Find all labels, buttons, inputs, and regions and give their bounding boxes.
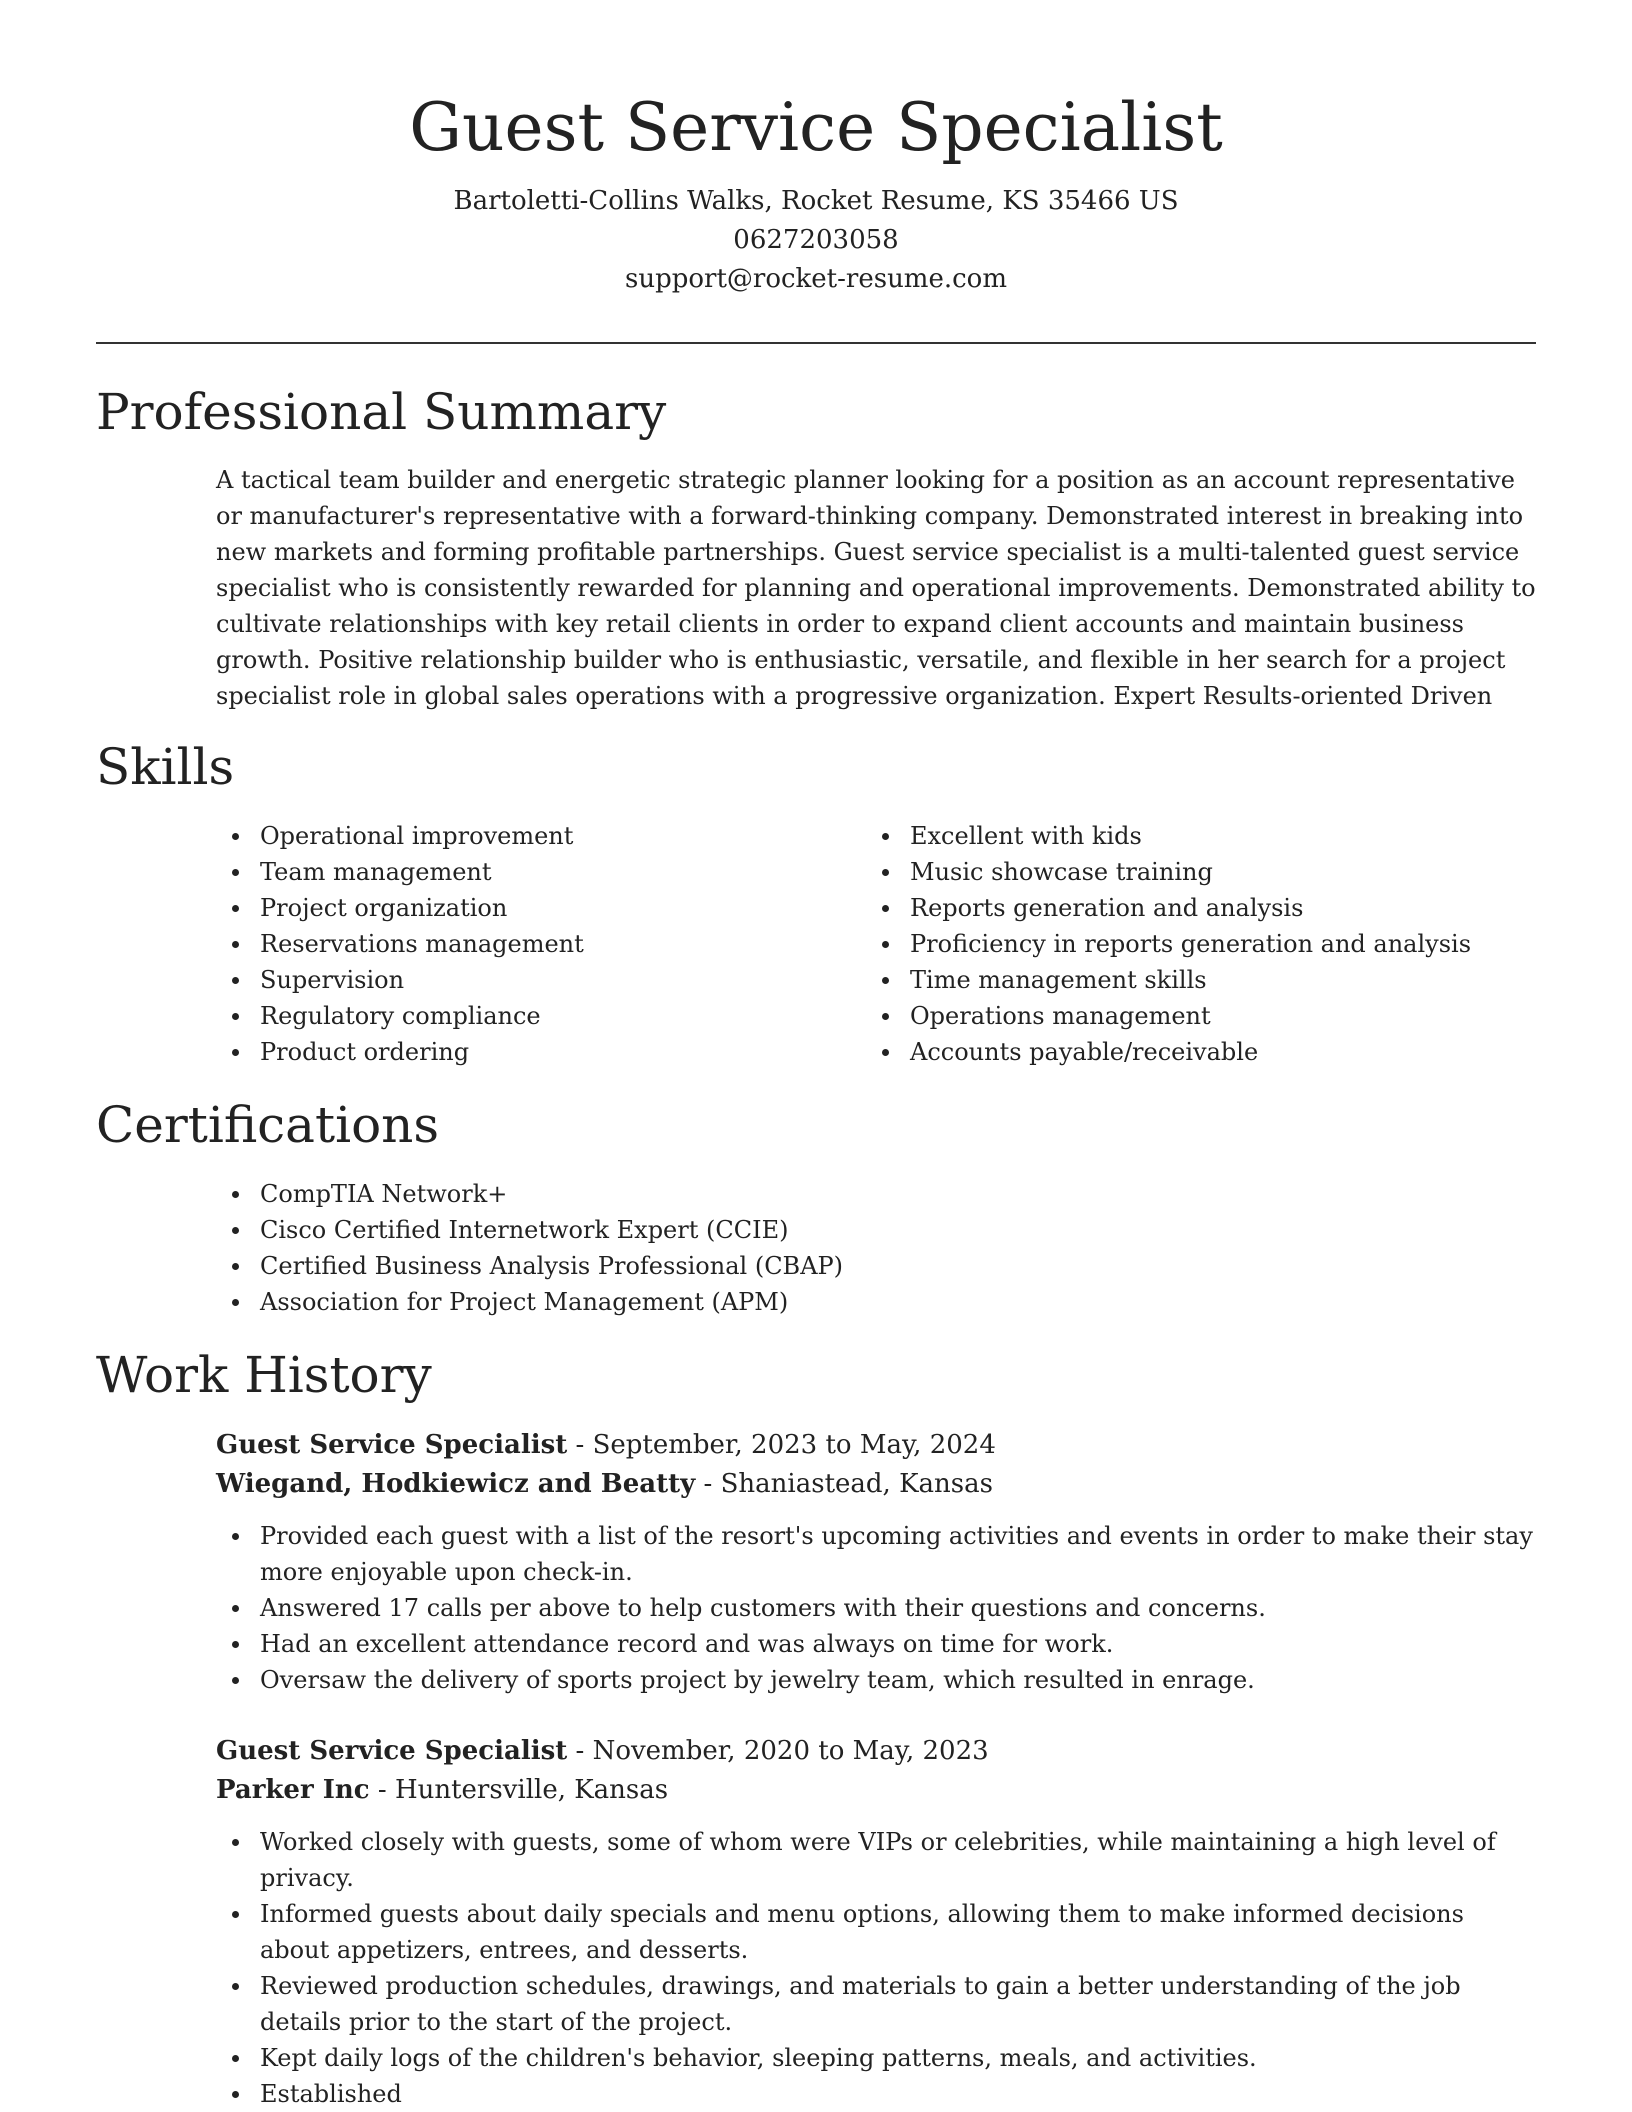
skill-item: Excellent with kids xyxy=(866,818,1536,854)
job-company: Parker Inc xyxy=(216,1775,370,1805)
job-dates: November, 2020 to May, 2023 xyxy=(592,1736,989,1766)
summary-text: A tactical team builder and energetic strategic planner looking for a position as an account representative or manufacturer's representative with a forward-thinking company. Demonstrated interest in breaking into new markets and forming profitable partnerships. Guest service specialist is a multi-talented guest service specialist who is consistently rewarded for planning and operational improvements. Demonstrated ability to cultivate relationships with key retail clients in order to expand client accounts and maintain business growth. Positive relationship builder who is enthusiastic, versatile, and flexible in her search for a project specialist role in global sales operations with a progressive organization. Expert Results-oriented Driven xyxy=(216,466,1536,710)
skill-item: Project organization xyxy=(216,890,856,926)
job-bullet: Established xyxy=(216,2076,1536,2112)
skills-list-right xyxy=(866,818,1536,1070)
job-bullet: Oversaw the delivery of sports project by jewelry team, which resulted in enrage. xyxy=(216,1662,1536,1698)
job-bullets xyxy=(216,1824,1536,2112)
skill-item: Supervision xyxy=(216,962,856,998)
job-bullet: Reviewed production schedules, drawings, and materials to gain a better understanding of the job details prior to the start of the project. xyxy=(216,1968,1536,2040)
job-bullet: Provided each guest with a list of the resort's upcoming activities and events in order to make their stay more enjoyable upon check-in. xyxy=(216,1518,1536,1590)
skill-item: Regulatory compliance xyxy=(216,998,856,1034)
job-location: Huntersville, Kansas xyxy=(394,1775,669,1805)
certification-item: Association for Project Management (APM) xyxy=(216,1284,1536,1320)
skills-heading: Skills xyxy=(96,738,235,796)
job-separator: - xyxy=(567,1736,593,1766)
certifications-list xyxy=(216,1176,1536,1320)
job-separator: - xyxy=(695,1469,721,1499)
certifications-heading: Certifications xyxy=(96,1096,440,1154)
skill-item: Reservations management xyxy=(216,926,856,962)
job-bullet: Answered 17 calls per above to help customers with their questions and concerns. xyxy=(216,1590,1536,1626)
skill-item: Product ordering xyxy=(216,1034,856,1070)
job-location: Shaniastead, Kansas xyxy=(720,1469,993,1499)
skill-item: Team management xyxy=(216,854,856,890)
contact-address: Bartoletti-Collins Walks, Rocket Resume, KS 35466 US xyxy=(453,186,1179,216)
skill-item: Operations management xyxy=(866,998,1536,1034)
job-title: Guest Service Specialist xyxy=(216,1736,568,1766)
job-bullets xyxy=(216,1518,1536,1698)
certification-item: CompTIA Network+ xyxy=(216,1176,1536,1212)
job-bullet: Informed guests about daily specials and menu options, allowing them to make informed decisions about appetizers, entrees, and desserts. xyxy=(216,1896,1536,1968)
job-title: Guest Service Specialist xyxy=(216,1430,568,1460)
job-company-line xyxy=(216,1465,1536,1504)
skills-list-left xyxy=(216,818,856,1070)
skill-item: Operational improvement xyxy=(216,818,856,854)
job-company: Wiegand, Hodkiewicz and Beatty xyxy=(216,1469,696,1499)
work-history-heading: Work History xyxy=(96,1346,432,1404)
job-bullet: Kept daily logs of the children's behavior, sleeping patterns, meals, and activities. xyxy=(216,2040,1536,2076)
certification-item: Cisco Certified Internetwork Expert (CCIE) xyxy=(216,1212,1536,1248)
skills-column-left xyxy=(216,818,856,1070)
skill-item: Music showcase training xyxy=(866,854,1536,890)
skill-item: Proficiency in reports generation and analysis xyxy=(866,926,1536,962)
certifications-block xyxy=(216,1176,1536,1320)
candidate-name: Guest Service Specialist xyxy=(409,89,1223,166)
skill-item: Reports generation and analysis xyxy=(866,890,1536,926)
job-entry xyxy=(216,1426,1536,1698)
job-company-line xyxy=(216,1771,1536,1810)
job-entry xyxy=(216,1732,1536,2112)
contact-phone: 0627203058 xyxy=(733,225,899,255)
skill-item: Accounts payable/receivable xyxy=(866,1034,1536,1070)
resume-header xyxy=(96,80,1536,299)
job-separator: - xyxy=(567,1430,593,1460)
summary-heading: Professional Summary xyxy=(96,383,667,441)
job-title-line xyxy=(216,1732,1536,1771)
job-separator: - xyxy=(369,1775,395,1805)
contact-email: support@rocket-resume.com xyxy=(624,264,1007,294)
job-dates: September, 2023 to May, 2024 xyxy=(592,1430,996,1460)
skill-item: Time management skills xyxy=(866,962,1536,998)
certification-item: Certified Business Analysis Professional (CBAP) xyxy=(216,1248,1536,1284)
job-title-line xyxy=(216,1426,1536,1465)
job-bullet: Had an excellent attendance record and was always on time for work. xyxy=(216,1626,1536,1662)
skills-column-right xyxy=(866,818,1536,1070)
header-divider xyxy=(96,342,1536,344)
job-bullet: Worked closely with guests, some of whom were VIPs or celebrities, while maintaining a high level of privacy. xyxy=(216,1824,1536,1896)
